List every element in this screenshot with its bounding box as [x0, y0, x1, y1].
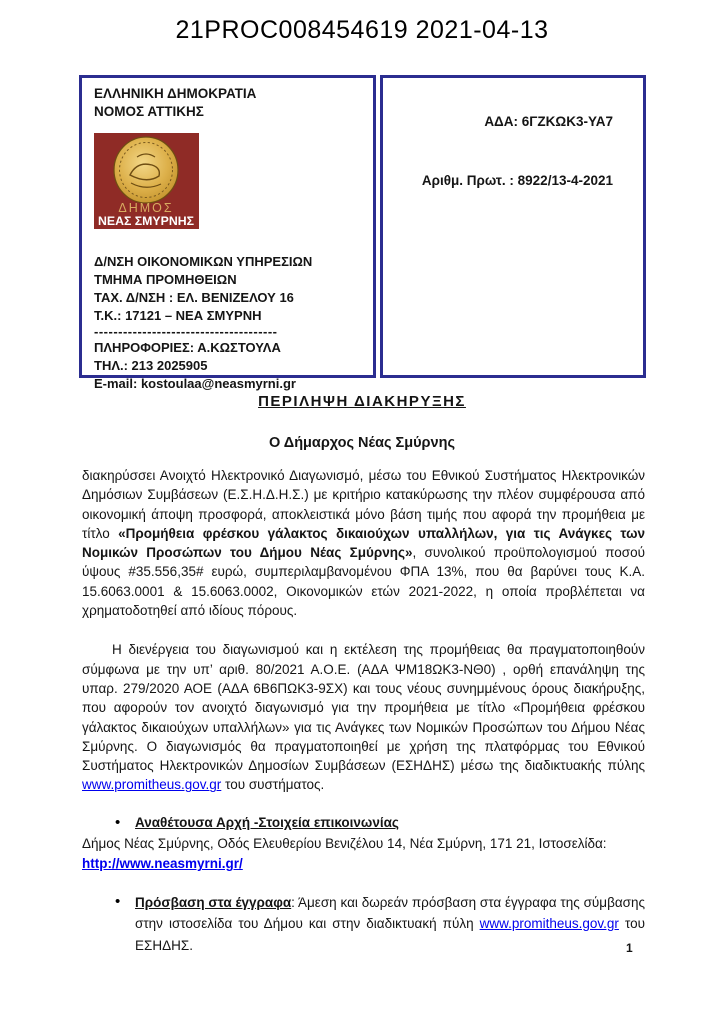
logo-caption-nea-smyrni: ΝΕΑΣ ΣΜΥΡΝΗΣ [98, 214, 194, 228]
text-run: του ΕΣΗΔΗΣ. [135, 916, 645, 953]
dept-line: Δ/ΝΣΗ ΟΙΚΟΝΟΜΙΚΩΝ ΥΠΗΡΕΣΙΩΝ [94, 254, 313, 269]
authority-address-line: Δήμος Νέας Σμύρνης, Οδός Ελευθερίου Βενιζέλου 14, Νέα Σμύρνη, 171 21, Ιστοσελίδα: [82, 836, 607, 852]
text-run: διακηρύσσει Ανοιχτό Ηλεκτρονικό Διαγωνισμό, μέσω του Εθνικού Συστήματος Ηλεκτρονικών Δημόσιων Συμβάσεων (Ε.Σ.Η.Δ.Η.Σ.) με κριτήριο κατακύρωσης την πλέον συμφέρουσα από οικονομική άποψη προσφορά, αποκλειστικά μόνο βάση τιμής που αφορά την προμήθεια με τίτλο [82, 468, 645, 541]
promitheus-link[interactable]: www.promitheus.gov.gr [479, 916, 619, 932]
text-run: , συνολικού προϋπολογισμού ποσού ύψους #35.556,35# ευρώ, συμπεριλαμβανομένου ΦΠΑ 13%, που θα βαρύνει τους Κ.Α. 15.6063.0001 & 15.6063.0002, Οικονομικών ετών 2021-2022, η οποία προβλέπεται να χρηματοδοτηθεί από ιδίους πόρους. [82, 545, 645, 619]
coin-icon [114, 137, 178, 203]
dept-line: Τ.Κ.: 17121 – ΝΕΑ ΣΜΥΡΝΗ [94, 308, 262, 323]
protocol-number: Αριθμ. Πρωτ. : 8922/13-4-2021 [421, 173, 613, 188]
logo-caption-dimos: ΔΗΜΟΣ [118, 201, 174, 215]
email-line: E-mail: kostoulaa@neasmyrni.gr [94, 376, 296, 391]
paragraph-procedure [82, 640, 645, 794]
page-number: 1 [626, 941, 633, 955]
letterhead [79, 75, 646, 391]
divider-dashes: -------------------------------------- [94, 325, 278, 339]
contract-title-bold: «Προμήθεια φρέσκου γάλακτος δικαιούχων υπαλλήλων, για τις Ανάγκες των Νομικών Προσώπων του Δήμου Νέας Σμύρνης» [82, 525, 645, 561]
authority-website-line [82, 854, 645, 873]
hellenic-republic-line: ΕΛΛΗΝΙΚΗ ΔΗΜΟΚΡΑΤΙΑ [94, 86, 257, 101]
phone-line: ΤΗΛ.: 213 2025905 [94, 358, 208, 373]
department-block [94, 253, 361, 325]
document-body [82, 466, 645, 956]
text-run: του συστήματος. [221, 777, 325, 793]
contact-block [94, 339, 361, 393]
paragraph-announcement [82, 466, 645, 620]
summary-title-text: ΠΕΡΙΛΗΨΗ ΔΙΑΚΗΡΥΞΗΣ [258, 393, 466, 410]
title-block [0, 393, 724, 451]
bullet-icon [115, 892, 135, 911]
mayor-subtitle: Ο Δήμαρχος Νέας Σμύρνης [269, 435, 455, 451]
access-to-documents-label: Πρόσβαση στα έγγραφα [135, 894, 292, 910]
dept-line: ΤΜΗΜΑ ΠΡΟΜΗΘΕΙΩΝ [94, 272, 237, 287]
municipality-logo [94, 133, 199, 229]
dept-line: ΤΑΧ. Δ/ΝΣΗ : ΕΛ. ΒΕΝΙΖΕΛΟΥ 16 [94, 290, 294, 305]
document-access-text [135, 892, 645, 957]
contracting-authority-heading: Αναθέτουσα Αρχή -Στοιχεία επικοινωνίας [135, 814, 399, 830]
ada-code: ΑΔΑ: 6ΓΖΚΩΚ3-ΥΑ7 [484, 114, 613, 129]
neasmyrni-link[interactable]: http://www.neasmyrni.gr/ [82, 856, 243, 872]
summary-title [0, 393, 724, 410]
procurement-stamp: 21PROC008454619 2021-04-13 [175, 16, 549, 44]
bullet-contracting-authority [82, 813, 645, 832]
contact-person-line: ΠΛΗΡΟΦΟΡΙΕΣ: Α.ΚΩΣΤΟΥΛΑ [94, 340, 281, 355]
attica-prefecture-line: ΝΟΜΟΣ ΑΤΤΙΚΗΣ [94, 104, 204, 119]
bullet-document-access [82, 892, 645, 957]
promitheus-link[interactable]: www.promitheus.gov.gr [82, 777, 222, 793]
letterhead-right-box [380, 75, 646, 378]
letterhead-left-box [79, 75, 376, 391]
text-run: : Άμεση και δωρεάν πρόσβαση στα έγγραφα της σύμβασης στην ιστοσελίδα του Δήμου και στην διαδικτυακή πύλη [135, 894, 645, 932]
text-run: Η διενέργεια του διαγωνισμού και η εκτέλεση της προμήθειας θα πραγματοποιηθούν σύμφωνα με την υπ’ αριθ. 80/2021 Α.Ο.Ε. (ΑΔΑ ΨΜ18ΩΚ3-ΝΘ0) , ορθή επανάληψη της υπαρ. 279/2020 ΑΟΕ (ΑΔΑ 6Β6ΠΩΚ3-9ΣΧ) και τους νέους συνημμένους όρους διακήρυξης, που αφορούν τον ανοιχτό διαγωνισμό για την προμήθεια με τίτλο «Προμήθεια φρέσκου γάλακτος δικαιούχων υπαλλήλων» για τις Ανάγκες των Νομικών Προσώπων του Δήμου Νέας Σμύρνης. Ο διαγωνισμός θα πραγματοποιηθεί με χρήση της πλατφόρμας του Εθνικού Συστήματος Ηλεκτρονικών Δημοσίων Συμβάσεων (ΕΣΗΔΗΣ) μέσω της διαδικτυακής πύλης [82, 642, 645, 774]
bullet-icon [115, 813, 135, 832]
